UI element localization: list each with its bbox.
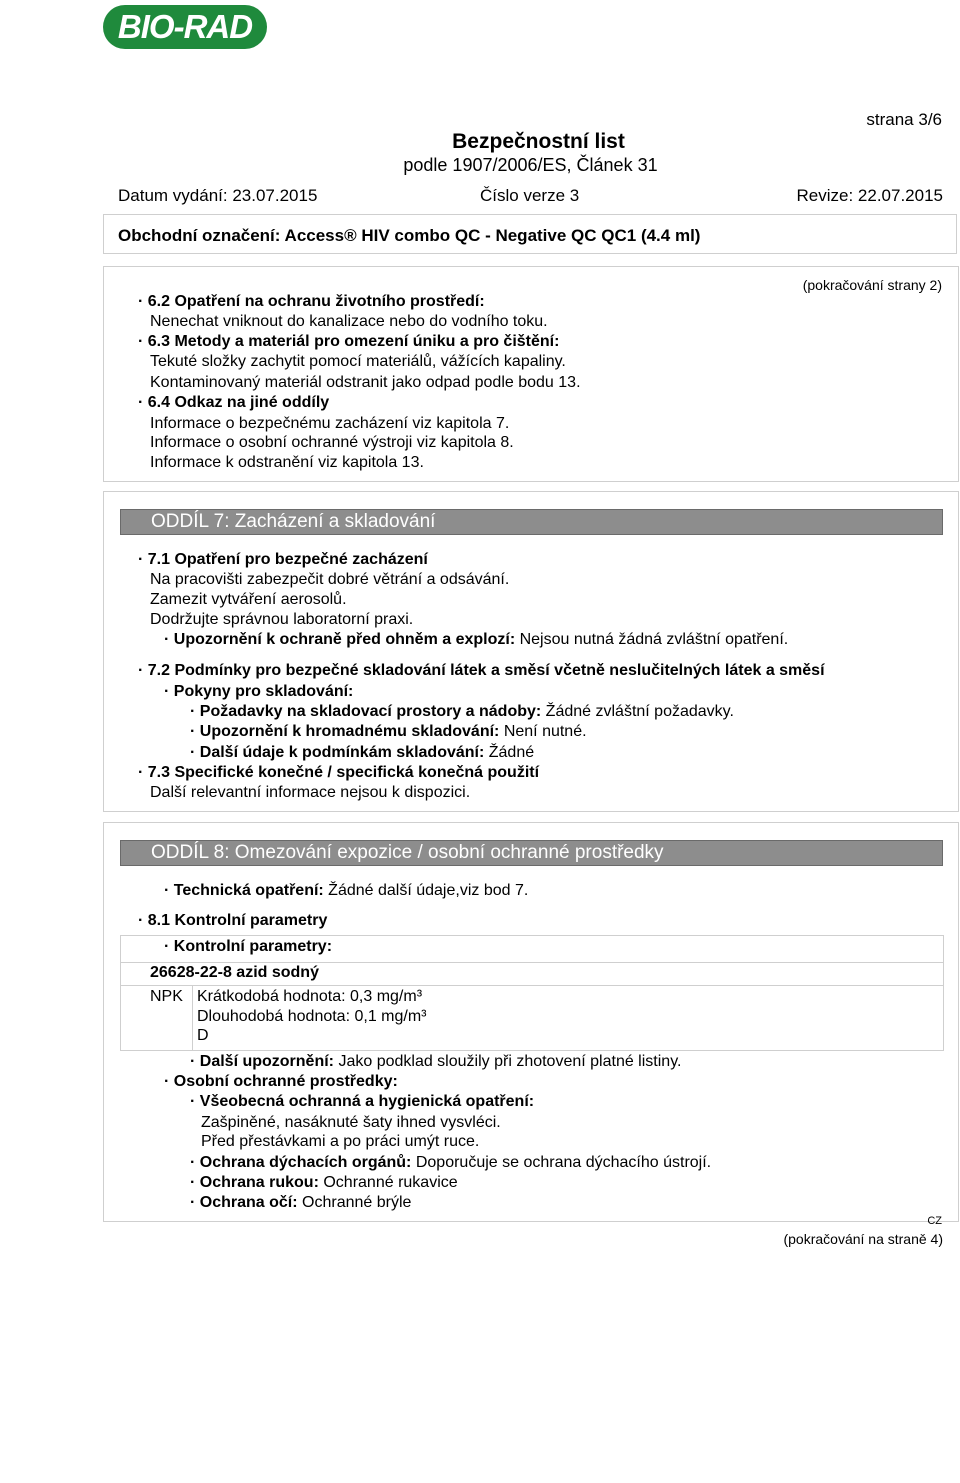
text-line: Tekuté složky zachytit pomocí materiálů, vážících kapaliny. bbox=[150, 353, 566, 370]
trade-name: Obchodní označení: Access® HIV combo QC - Negative QC QC1 (4.4 ml) bbox=[118, 226, 701, 245]
further-storage bbox=[190, 743, 534, 763]
label: · Další upozornění: bbox=[190, 1053, 334, 1070]
technical-measures bbox=[164, 881, 528, 901]
value: Ochranné brýle bbox=[297, 1194, 412, 1211]
text-line: Před přestávkami a po práci umýt ruce. bbox=[201, 1133, 480, 1150]
additional-notes bbox=[190, 1052, 681, 1072]
value: Ochranné rukavice bbox=[318, 1174, 458, 1191]
respiratory-protection bbox=[190, 1153, 711, 1173]
substance-name: 26628-22-8 azid sodný bbox=[150, 964, 319, 981]
subsection-7-1-heading: · 7.1 Opatření pro bezpečné zacházení bbox=[138, 551, 428, 568]
subsection-7-2-heading: · 7.2 Podmínky pro bezpečné skladování látek a směsí včetně neslučitelných látek a směsí bbox=[138, 662, 825, 679]
text-line: Dodržujte správnou laboratorní praxi. bbox=[150, 611, 414, 628]
d-notation: D bbox=[197, 1027, 209, 1044]
common-storage bbox=[190, 722, 587, 742]
section-7-box bbox=[103, 491, 959, 812]
text-line: Informace o osobní ochranné výstroji viz kapitola 8. bbox=[150, 434, 514, 451]
document-subtitle: podle 1907/2006/ES, Článek 31 bbox=[403, 155, 658, 175]
hand-protection bbox=[190, 1173, 458, 1193]
storage-requirements bbox=[190, 702, 734, 722]
page-number: strana 3/6 bbox=[866, 110, 942, 129]
value: Není nutné. bbox=[499, 723, 587, 740]
version-number: Číslo verze 3 bbox=[480, 186, 580, 205]
document-title: Bezpečnostní list bbox=[452, 130, 625, 153]
section-8-box bbox=[103, 822, 959, 1222]
text-line: Zamezit vytváření aerosolů. bbox=[150, 591, 347, 608]
text-line: Zašpiněné, nasáknuté šaty ihned vysvléci. bbox=[201, 1114, 501, 1131]
npk-label: NPK bbox=[150, 988, 183, 1005]
label: · Požadavky na skladovací prostory a nádoby: bbox=[190, 703, 542, 720]
subsection-7-3-heading: · 7.3 Specifické konečné / specifická konečná použití bbox=[138, 764, 540, 781]
continued-from: (pokračování strany 2) bbox=[802, 277, 942, 293]
text-line: Informace k odstranění viz kapitola 13. bbox=[150, 454, 424, 471]
bio-rad-logo: BIO-RAD bbox=[103, 5, 267, 49]
language-code: CZ bbox=[927, 1215, 942, 1227]
continued-on: (pokračování na straně 4) bbox=[783, 1231, 943, 1247]
text-line: Další relevantní informace nejsou k dispozici. bbox=[150, 784, 471, 801]
subsection-6-4-heading: · 6.4 Odkaz na jiné oddíly bbox=[138, 394, 330, 411]
subsection-6-3-heading: · 6.3 Metody a materiál pro omezení úniku a pro čištění: bbox=[138, 333, 560, 350]
label: · Ochrana dýchacích orgánů: bbox=[190, 1154, 412, 1171]
value: Žádné další údaje,viz bod 7. bbox=[323, 882, 529, 899]
label: · Ochrana očí: bbox=[190, 1194, 298, 1211]
label: · Technická opatření: bbox=[164, 882, 324, 899]
label: · Další údaje k podmínkám skladování: bbox=[190, 744, 485, 761]
eye-protection bbox=[190, 1193, 411, 1213]
value: Žádné zvláštní požadavky. bbox=[541, 703, 734, 720]
table-divider bbox=[121, 985, 943, 986]
revision-date: Revize: 22.07.2015 bbox=[796, 186, 943, 205]
value: Jako podklad sloužily při zhotovení platné listiny. bbox=[334, 1053, 682, 1070]
section-7-title: ODDÍL 7: Zacházení a skladování bbox=[120, 509, 943, 535]
section-8-title: ODDÍL 8: Omezování expozice / osobní ochranné prostředky bbox=[120, 840, 943, 866]
text-line: Nenechat vniknout do kanalizace nebo do vodního toku. bbox=[150, 313, 548, 330]
control-parameters-label: · Kontrolní parametry: bbox=[164, 938, 333, 955]
fire-protection-note bbox=[164, 630, 788, 650]
text-line: Na pracovišti zabezpečit dobré větrání a odsávání. bbox=[150, 571, 510, 588]
subsection-8-1-heading: · 8.1 Kontrolní parametry bbox=[138, 912, 328, 929]
long-term-value: Dlouhodobá hodnota: 0,1 mg/m³ bbox=[197, 1008, 427, 1025]
general-hygiene-label: · Všeobecná ochranná a hygienická opatření: bbox=[190, 1093, 535, 1110]
ppe-label: · Osobní ochranné prostředky: bbox=[164, 1073, 398, 1090]
value: Žádné bbox=[484, 744, 535, 761]
label: · Ochrana rukou: bbox=[190, 1174, 319, 1191]
text-line: Kontaminovaný materiál odstranit jako odpad podle bodu 13. bbox=[150, 374, 581, 391]
section-6-box bbox=[103, 266, 959, 482]
short-term-value: Krátkodobá hodnota: 0,3 mg/m³ bbox=[197, 988, 423, 1005]
storage-label: · Pokyny pro skladování: bbox=[164, 683, 354, 700]
text-line: Informace o bezpečnému zacházení viz kapitola 7. bbox=[150, 415, 510, 432]
label: · Upozornění k ochraně před ohněm a explozí: bbox=[164, 631, 516, 648]
value: Doporučuje se ochrana dýchacího ústrojí. bbox=[411, 1154, 712, 1171]
label: · Upozornění k hromadnému skladování: bbox=[190, 723, 500, 740]
subsection-6-2-heading: · 6.2 Opatření na ochranu životního prostředí: bbox=[138, 293, 485, 310]
issue-date: Datum vydání: 23.07.2015 bbox=[118, 186, 318, 205]
value: Nejsou nutná žádná zvláštní opatření. bbox=[515, 631, 789, 648]
table-divider bbox=[192, 986, 193, 1050]
